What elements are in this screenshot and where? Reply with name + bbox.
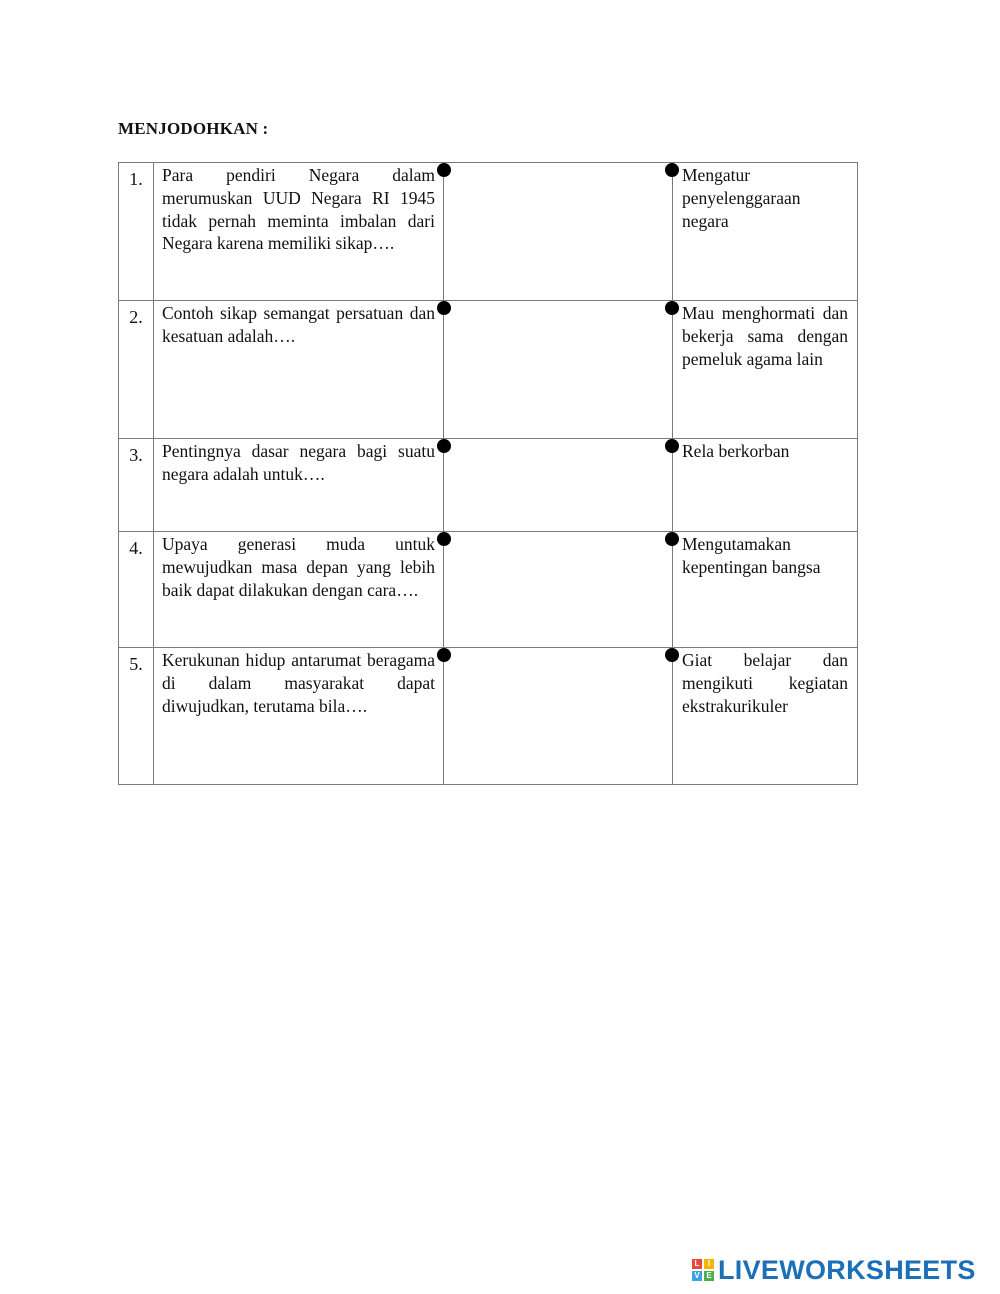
answer-text: Mau menghormati dan bekerja sama dengan pemeluk agama lain	[682, 303, 848, 369]
answer-text: Giat belajar dan mengikuti kegiatan ekstrakurikuler	[682, 650, 848, 716]
logo-mark-letter: I	[704, 1259, 714, 1269]
match-area	[444, 163, 673, 301]
question-text: Pentingnya dasar negara bagi suatu negara adalah untuk….	[162, 441, 435, 484]
question-text: Upaya generasi muda untuk mewujudkan masa depan yang lebih baik dapat dilakukan dengan cara….	[162, 534, 435, 600]
answer-text: Mengutamakan kepentingan bangsa	[682, 534, 821, 577]
answer-cell	[673, 301, 858, 439]
table-row	[119, 648, 858, 785]
match-area	[444, 301, 673, 439]
liveworksheets-logo	[692, 1254, 976, 1286]
row-number: 1.	[119, 163, 154, 301]
answer-cell	[673, 163, 858, 301]
page-title: MENJODOHKAN :	[118, 119, 269, 138]
answer-cell	[673, 532, 858, 648]
table-row	[119, 301, 858, 439]
logo-mark-letter: E	[704, 1271, 714, 1281]
answer-cell	[673, 648, 858, 785]
question-cell	[154, 163, 444, 301]
row-number: 2.	[119, 301, 154, 439]
answer-text: Rela berkorban	[682, 441, 790, 461]
row-number: 4.	[119, 532, 154, 648]
question-cell	[154, 648, 444, 785]
logo-mark-letter: L	[692, 1259, 702, 1269]
table-row	[119, 163, 858, 301]
logo-mark-letter: V	[692, 1271, 702, 1281]
question-text: Kerukunan hidup antarumat beragama di dalam masyarakat dapat diwujudkan, terutama bila….	[162, 650, 435, 716]
question-text: Contoh sikap semangat persatuan dan kesatuan adalah….	[162, 303, 435, 346]
answer-text: Mengatur penyelenggaraan negara	[682, 165, 801, 231]
logo-text: LIVEWORKSHEETS	[718, 1254, 976, 1285]
question-dot-5[interactable]	[437, 648, 451, 662]
question-cell	[154, 439, 444, 532]
question-dot-2[interactable]	[437, 301, 451, 315]
match-area	[444, 439, 673, 532]
row-number: 3.	[119, 439, 154, 532]
question-cell	[154, 532, 444, 648]
row-number: 5.	[119, 648, 154, 785]
question-text: Para pendiri Negara dalam merumuskan UUD Negara RI 1945 tidak pernah meminta imbalan dari Negara karena memiliki sikap….	[162, 165, 435, 254]
table-row	[119, 439, 858, 532]
match-area	[444, 648, 673, 785]
answer-cell	[673, 439, 858, 532]
logo-mark-icon	[692, 1259, 714, 1281]
question-dot-3[interactable]	[437, 439, 451, 453]
question-cell	[154, 301, 444, 439]
matching-table	[118, 162, 858, 785]
match-area	[444, 532, 673, 648]
question-dot-1[interactable]	[437, 163, 451, 177]
question-dot-4[interactable]	[437, 532, 451, 546]
table-row	[119, 532, 858, 648]
